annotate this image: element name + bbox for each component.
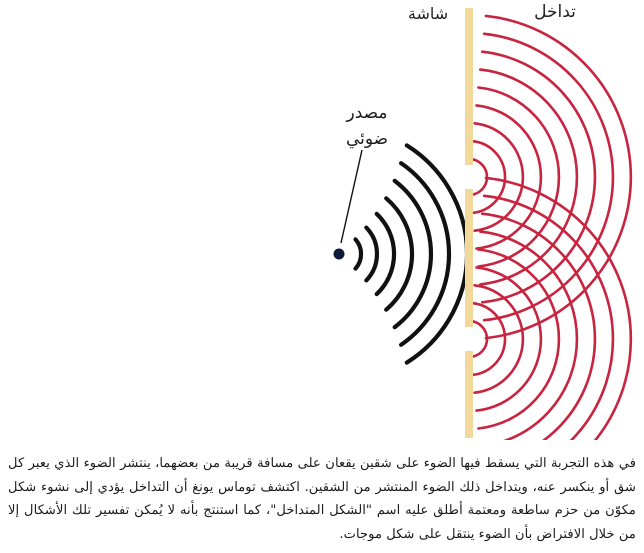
caption-text: في هذه التجربة التي يسقط فيها الضوء على شقين يقعان على مسافة قريبة من بعضهما، ينتشر الضوء الذي يعبر كل شق أو ينكسر عنه، ويتداخل ذلك الضوء المنتشر من الشقين. اكتشف توماس يونغ أن التداخل يؤدي إلى نشوء شكل مكوّن من حزم ساطعة ومعتمة أطلق عليه اسم "الشكل المتداخل"، كما استنتج بأنه لا يُمكن تفسير تلك الأشكال إلا من خلال الافتراض بأن الضوء ينتقل على شكل موجات. [8, 456, 636, 542]
incident-wavefront [356, 239, 362, 268]
incident-wavefront [366, 228, 377, 281]
screen-label: شاشة [407, 4, 449, 23]
interference-label: تداخل [534, 2, 576, 22]
diffracted-wavefront [471, 321, 487, 357]
screen-segment [465, 8, 473, 165]
diffracted-wavefront [484, 34, 613, 320]
light-source-label [322, 100, 412, 152]
diffracted-wavefront [482, 214, 595, 440]
diffracted-wavefront [471, 159, 487, 195]
incident-wavefronts [356, 145, 468, 362]
screen-segment [465, 189, 473, 327]
slit-screen [465, 8, 473, 438]
incident-wavefront [377, 214, 394, 294]
source-pointer-line [341, 150, 362, 243]
light-source-label-line2: ضوئي [345, 129, 389, 149]
diffracted-wavefronts [471, 16, 631, 440]
screen-segment [465, 351, 473, 438]
light-source-label-line1: مصدر [346, 103, 388, 123]
light-source-dot [334, 249, 345, 260]
incident-wavefront [386, 198, 412, 309]
